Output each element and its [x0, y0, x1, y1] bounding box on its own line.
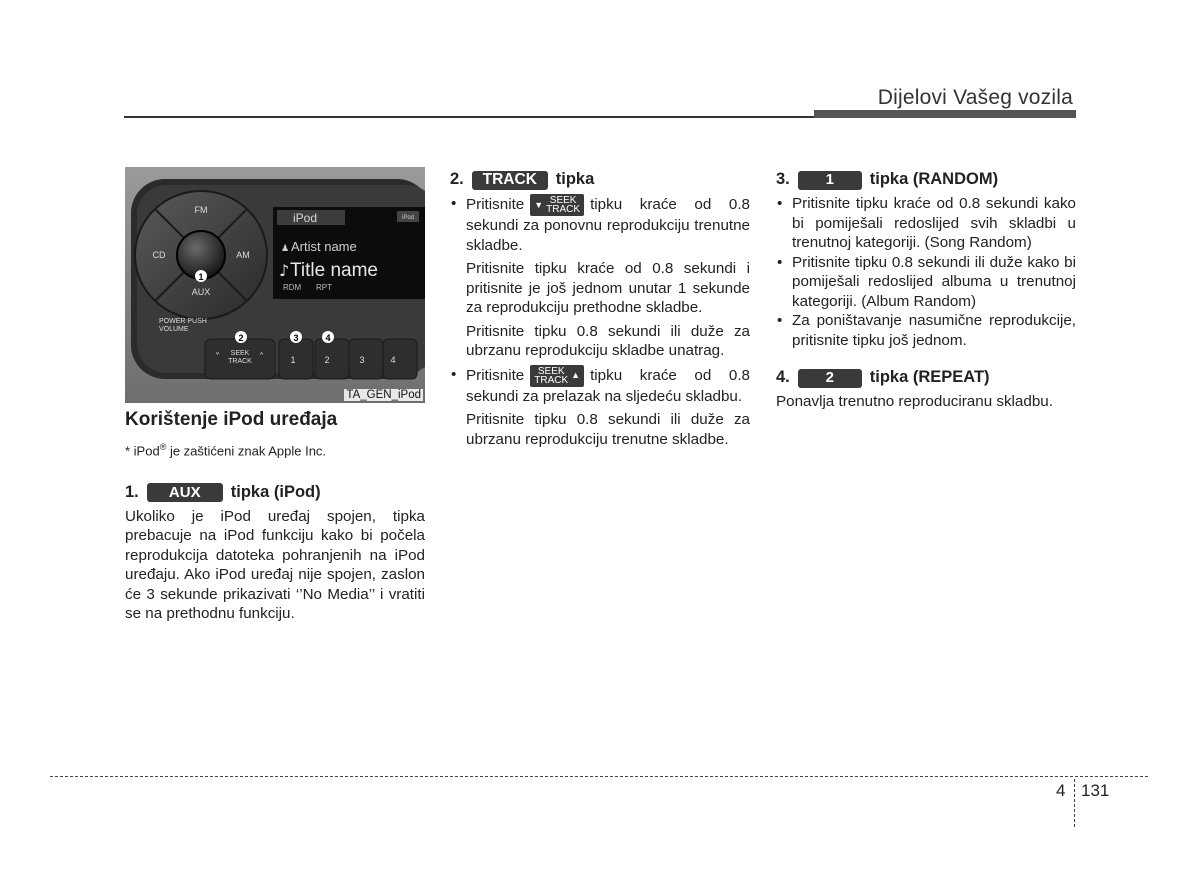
- seek-down-key: [530, 194, 584, 216]
- marker-1: 1: [198, 272, 204, 282]
- chapter-number: 4: [1056, 781, 1066, 800]
- item3-label: tipka (RANDOM): [869, 170, 999, 189]
- preset-4-label: 4: [390, 355, 396, 365]
- random-key: 1: [798, 171, 862, 190]
- item3-number: 3.: [776, 170, 790, 189]
- header-bar: [814, 110, 1076, 118]
- list-item: [450, 194, 750, 255]
- track-key: TRACK: [472, 171, 548, 190]
- item3-heading: [776, 168, 1076, 192]
- item1-number: 1.: [125, 483, 139, 502]
- marker-3: 3: [293, 333, 299, 343]
- repeat-key: 2: [798, 369, 862, 388]
- item4-number: 4.: [776, 368, 790, 387]
- cd-button-label: CD: [152, 250, 166, 260]
- chevron-down-icon: ˅: [215, 352, 220, 363]
- item2-label: tipka: [555, 170, 595, 189]
- item2-b2-p2: Pritisnite tipku 0.8 sekundi ili duže za ubrzanu reprodukciju trenutne skladbe.: [466, 411, 750, 448]
- item2-number: 2.: [450, 170, 464, 189]
- seek-up-bottom: TRACK: [534, 374, 569, 386]
- am-button-label: AM: [236, 250, 250, 260]
- preset-2-label: 2: [324, 355, 330, 365]
- display-title: Title name: [290, 260, 378, 281]
- list-item: • Pritisnite tipku 0.8 sekundi ili duže kako bi pomiješali redoslijed albuma u trenutnoj kategoriji. (Album Random): [776, 253, 1076, 312]
- footnote-prefix: * iPod: [125, 442, 160, 458]
- column-1: [125, 410, 425, 624]
- display-artist: Artist name: [291, 239, 357, 254]
- seek-down-top: SEEK: [549, 195, 577, 206]
- display-mode: iPod: [293, 211, 318, 225]
- preset-3-label: 3: [359, 355, 365, 365]
- item4-label: tipka (REPEAT): [869, 368, 990, 387]
- item2-b1-p2: Pritisnite tipku kraće od 0.8 sekundi i pritisnite je još jednom unutar 1 sekunde za reprodukciju prethodne skladbe.: [466, 260, 750, 316]
- chevron-up-icon: ˄: [259, 352, 264, 363]
- aux-key: AUX: [147, 483, 223, 502]
- marker-2: 2: [238, 333, 244, 343]
- marker-4: 4: [325, 333, 331, 343]
- footer-divider: [1074, 779, 1075, 827]
- item2-b2-post: tipku kraće od 0.8 sekundi za prelazak na sljedeću skladbu.: [466, 366, 750, 405]
- triangle-down-icon: ▼: [534, 199, 544, 210]
- power-label: POWER PUSH: [159, 318, 207, 325]
- item1-label: tipka (iPod): [230, 483, 321, 502]
- radio-photo: [125, 167, 425, 403]
- item2-heading: [450, 168, 750, 192]
- footnote-rest: je zaštićeni znak Apple Inc.: [166, 442, 327, 458]
- item4-heading: [776, 366, 1076, 390]
- track-label: TRACK: [228, 358, 252, 365]
- aux-button-label: AUX: [191, 287, 211, 297]
- display-badge: iPod: [401, 215, 415, 221]
- item4-text: Ponavlja trenutno reproduciranu skladbu.: [776, 393, 1053, 410]
- radio-illustration: [125, 167, 425, 403]
- list-item: • Za poništavanje nasumične reprodukcije, pritisnite tipku još jednom.: [776, 311, 1076, 350]
- section-title: Korištenje iPod uređaja: [125, 409, 338, 430]
- item3-list: [776, 194, 1076, 350]
- column-2: [450, 168, 750, 449]
- item1-heading: [125, 481, 425, 505]
- preset-1-label: 1: [290, 355, 296, 365]
- list-item: • Pritisnite tipku kraće od 0.8 sekundi kako bi pomiješali redoslijed svih skladbi u trenutnoj kategoriji. (Song Random): [776, 194, 1076, 253]
- page-number: 131: [1081, 781, 1110, 800]
- item1-text: Ukoliko je iPod uređaj spojen, tipka prebacuje na iPod funkciju kako bi počela reprodukcija datoteka pohranjenih na iPod uređaju. Ako iPod uređaj nije spojen, zaslon će 3 sekunde prikazivati ‘’No Media’’ i vratiti se na prethodnu funkciju.: [125, 507, 425, 623]
- music-note-icon: ♪: [279, 261, 290, 280]
- triangle-up-icon: ▲: [571, 370, 581, 380]
- display-indicator-rpt: RPT: [316, 283, 332, 292]
- seek-label: SEEK: [230, 350, 250, 357]
- footnote: [125, 439, 425, 459]
- page-header-title: Dijelovi Vašeg vozila: [877, 86, 1073, 109]
- column-3: [776, 168, 1076, 412]
- item2-b1-pre: Pritisnite: [466, 196, 525, 214]
- item2-list-2: [450, 365, 750, 407]
- item2-b1-post: tipku kraće od 0.8 sekundi za ponovnu reprodukciju trenutne skladbe.: [466, 196, 750, 254]
- list-item: [450, 365, 750, 407]
- seek-up-key: [530, 365, 584, 387]
- registered-mark: ®: [159, 441, 167, 452]
- person-icon: ♟: [281, 244, 290, 254]
- seek-up-top: SEEK: [537, 365, 565, 377]
- footer-rule: [50, 776, 1148, 777]
- item2-list: [450, 194, 750, 255]
- display-indicator-rdm: RDM: [283, 283, 302, 292]
- header-rule: [124, 116, 814, 118]
- item2-b1-p3: Pritisnite tipku 0.8 sekundi ili duže za ubrzanu reprodukciju skladbe unatrag.: [466, 322, 750, 359]
- fm-button-label: FM: [194, 205, 208, 215]
- item2-b2-pre: Pritisnite: [466, 366, 525, 384]
- volume-label: VOLUME: [159, 326, 189, 333]
- seek-down-bottom: TRACK: [546, 204, 581, 215]
- figure-caption: TA_GEN_iPod: [346, 389, 421, 401]
